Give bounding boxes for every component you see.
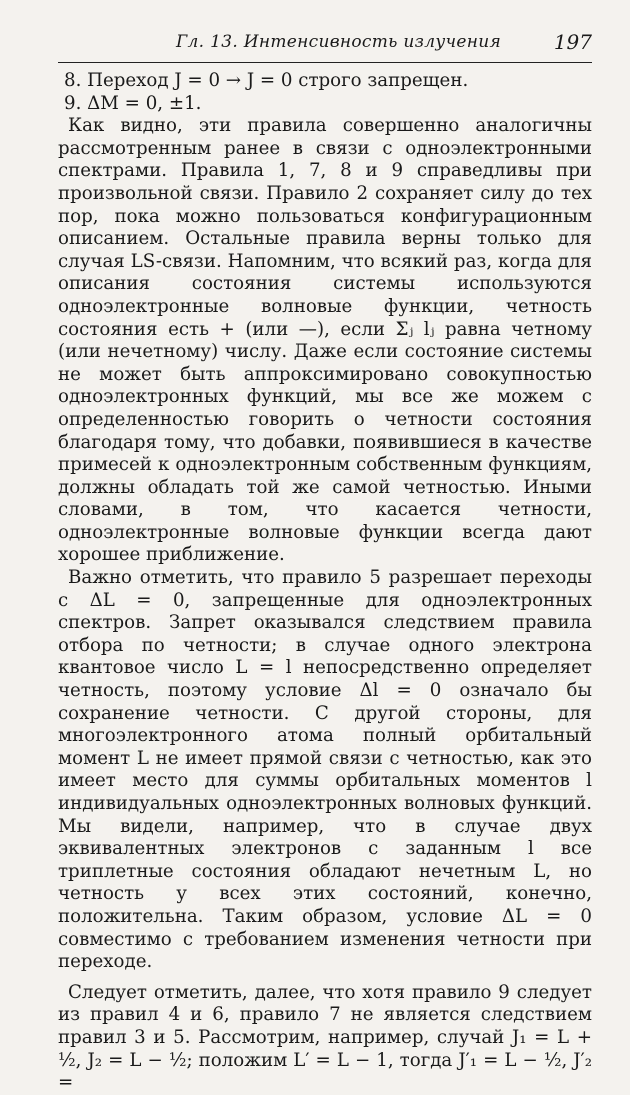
rule-9: 9. ΔM = 0, ±1.: [64, 92, 202, 114]
paragraph-1: Как видно, эти правила совершенно аналогичны рассмотренным ранее в связи с одноэлектронными спектрами. Правила 1, 7, 8 и 9 справедливы при произвольной связи. Правило 2 сохраняет силу до тех пор, пока можно пользоваться конфигурационным описанием. Остальные правила верны только для случая LS-связи. Напомним, что всякий раз, когда для описания состояния системы используются одноэлектронные волновые функции, четность состояния есть + (или —), если Σⱼ lⱼ равна четному (или нечетному) числу. Даже если состояние системы не может быть аппроксимировано совокупностью одноэлектронных функций, мы все же можем с определенностью говорить о четности состояния благодаря тому, что добавки, появившиеся в качестве примесей к одноэлектронным собственным функциям, должны обладать той же самой четностью. Иными словами, в том, что касается четности, одноэлектронные волновые функции всегда дают хорошее приближение.: [58, 115, 592, 566]
paragraph-2: Важно отметить, что правило 5 разрешает переходы с ΔL = 0, запрещенные для одноэлектронных спектров. Запрет оказывался следствием правила отбора по четности; в случае одного электрона квантовое число L = l непосредственно определяет четность, поэтому условие Δl = 0 означало бы сохранение четности. С другой стороны, для многоэлектронного атома полный орбитальный момент L не имеет прямой связи с четностью, как это имеет место для суммы орбитальных моментов l индивидуальных одноэлектронных волновых функций. Мы видели, например, что в случае двух эквивалентных электронов с заданным l все триплетные состояния обладают нечетным L, но четность у всех этих состояний, конечно, положительна. Таким образом, условие ΔL = 0 совместимо с требованием изменения четности при переходе.: [58, 567, 592, 973]
paragraph-3: Следует отметить, далее, что хотя правило 9 следует из правил 4 и 6, правило 7 не является следствием правил 3 и 5. Рассмотрим, например, случай J₁ = L + ½, J₂ = L − ½; положим L′ = L − 1, тогда J′₁ = L − ½, J′₂ =: [58, 981, 592, 1094]
running-title: Гл. 13. Интенсивность излучения: [176, 32, 502, 52]
page-header: [58, 28, 592, 63]
page-number: 197: [553, 30, 592, 54]
rule-8: 8. Переход J = 0 → J = 0 строго запрещен.: [64, 70, 469, 91]
body-text: [58, 70, 592, 1095]
